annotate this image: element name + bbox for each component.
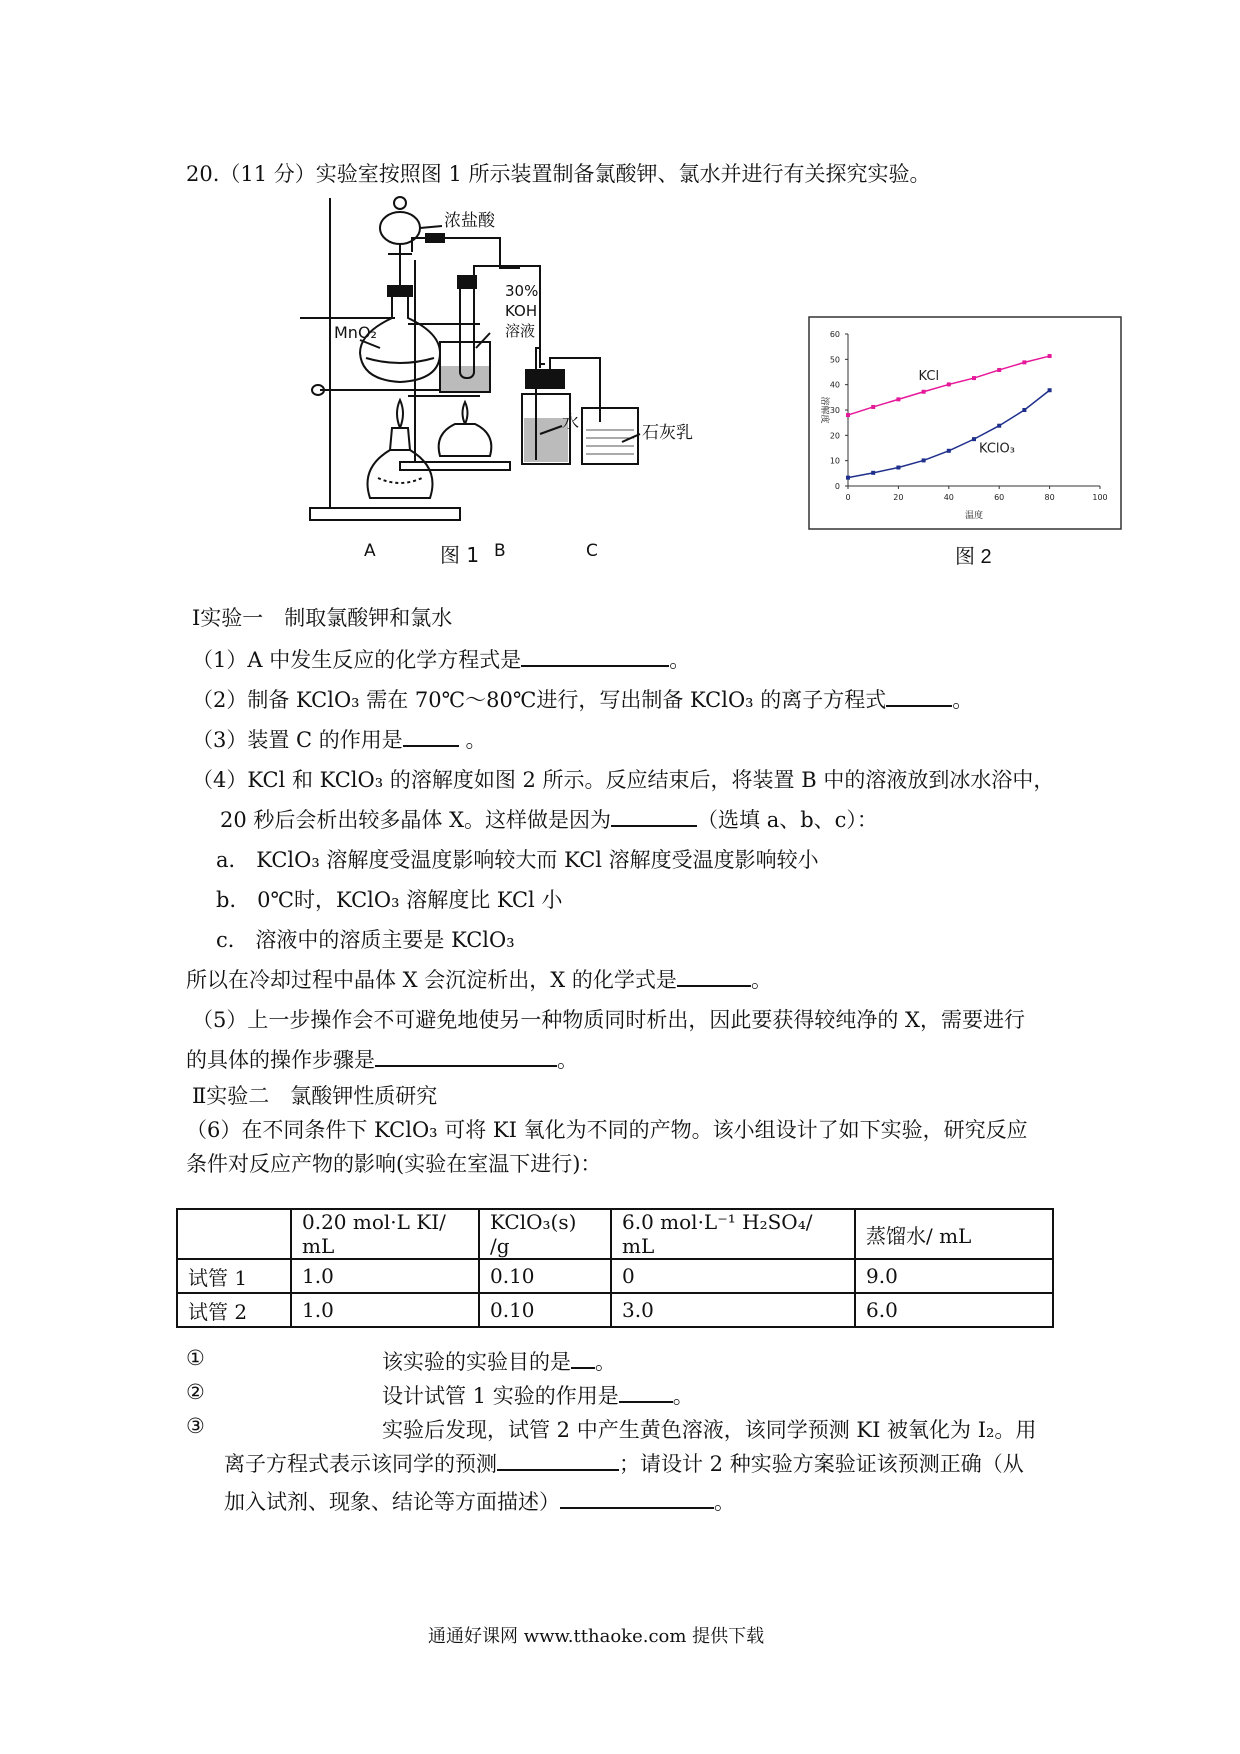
experiment-table [176,1208,1054,1328]
data-point [997,368,1001,372]
label-acid: 浓盐酸 [444,211,495,231]
data-point [846,413,850,417]
separatory-funnel [380,212,420,244]
x-tick-label: 80 [1044,493,1055,502]
alcohol-lamp-b [439,424,492,456]
data-point [896,397,900,401]
label-b: B [494,541,506,561]
data-point [922,390,926,394]
table-cell: 1.0 [291,1259,479,1293]
data-point [972,437,976,441]
table-cell: 试管 1 [177,1259,291,1293]
table-header-row [177,1209,1053,1259]
label-lime: 石灰乳 [642,423,693,443]
table-cell: 1.0 [291,1293,479,1327]
q4-line2: 20 秒后会析出较多晶体 X。这样做是因为 （选填 a、b、c）： [220,804,878,834]
subq3-line1: 实验后发现，试管 2 中产生黄色溶液，该同学预测 KI 被氧化为 I₂。用 [382,1418,1037,1442]
q4-line1: （4）KCl 和 KClO₃ 的溶解度如图 2 所示。反应结束后，将装置 B 中的溶液放到冰水浴中， [192,768,1055,792]
subq2-marker: ② [186,1380,205,1404]
subq1: 该实验的实验目的是 。 [382,1346,616,1376]
q2: （2）制备 KClO₃ 需在 70℃～80℃进行，写出制备 KClO₃ 的离子方程式 。 [192,684,973,714]
q5-line1: （5）上一步操作会不可避免地使另一种物质同时析出，因此要获得较纯净的 X，需要进行 [192,1008,1025,1032]
y-axis-label: 溶解度 [819,396,829,424]
table-header-cell [177,1209,291,1259]
stand-base-a [310,508,460,520]
table-header-cell: 0.20 mol·L KI/ mL [291,1209,479,1259]
q3: （3）装置 C 的作用是 。 [192,724,486,754]
label-a: A [364,541,376,561]
y-tick-label: 50 [829,355,840,365]
figure1-caption: 图 1 [440,543,480,567]
table-row [177,1293,1053,1327]
table-header-cell: 蒸馏水/ mL [855,1209,1053,1259]
label-c: C [586,541,598,561]
question-header: 20.（11 分）实验室按照图 1 所示装置制备氯酸钾、氯水并进行有关探究实验。 [186,162,931,186]
y-tick-label: 30 [829,406,840,415]
table-cell: 试管 2 [177,1293,291,1327]
q5-line2: 的具体的操作步骤是 。 [186,1044,578,1074]
q4-line3: 所以在冷却过程中晶体 X 会沉淀析出，X 的化学式是 。 [186,964,772,994]
y-tick-label: 0 [834,482,840,491]
table-cell: 0.10 [479,1259,611,1293]
data-point [947,382,951,386]
subq3-line2: 离子方程式表示该同学的预测 ；请设计 2 种实验方案验证该预测正确（从 [224,1448,1024,1478]
y-tick-label: 20 [829,431,840,441]
table-cell: 3.0 [611,1293,855,1327]
table-cell: 6.0 [855,1293,1053,1327]
q6-line1: （6）在不同条件下 KClO₃ 可将 KI 氧化为不同的产物。该小组设计了如下实验，研究反应 [186,1118,1028,1142]
data-point [997,424,1001,428]
data-point [922,458,926,462]
data-point [1048,354,1052,358]
table-cell: 0 [611,1259,855,1293]
label-mno2: MnO₂ [334,323,377,342]
x-tick-label: 60 [994,493,1005,502]
solubility-chart [808,316,1122,530]
y-tick-label: 10 [829,456,840,466]
data-point [896,466,900,470]
label-water: 水 [562,413,579,433]
x-tick-label: 0 [845,493,851,502]
option-b: b． 0℃时，KClO₃ 溶解度比 KCl 小 [216,888,563,912]
apparatus-figure [300,188,800,578]
y-tick-label: 60 [829,330,840,339]
label-koh-3: 溶液 [505,322,536,340]
table-cell: 9.0 [855,1259,1053,1293]
alcohol-lamp-a [368,450,433,498]
option-a: a． KClO₃ 溶解度受温度影响较大而 KCl 溶解度受温度影响较小 [216,848,819,872]
label-koh-1: 30% [505,282,539,300]
subq1-marker: ① [186,1346,205,1370]
option-c: c． 溶液中的溶质主要是 KClO₃ [216,928,515,952]
data-point [1022,360,1026,364]
label-koh-2: KOH [505,302,538,320]
page-footer: 通通好课网 www.tthaoke.com 提供下载 [428,1626,765,1647]
data-point [1022,408,1026,412]
x-tick-label: 100 [1092,493,1108,502]
table-header-cell: KClO₃(s) /g [479,1209,611,1259]
table-cell: 0.10 [479,1293,611,1327]
section2-title: Ⅱ实验二 氯酸钾性质研究 [192,1084,438,1108]
data-point [1048,388,1052,392]
table-header-cell: 6.0 mol·L⁻¹ H₂SO₄/ mL [611,1209,855,1259]
q1: （1）A 中发生反应的化学方程式是 。 [192,644,690,674]
section1-title: Ⅰ实验一 制取氯酸钾和氯水 [192,606,453,630]
data-point [846,476,850,480]
q6-line2: 条件对反应产物的影响(实验在室温下进行)： [186,1152,602,1176]
series-label: KCl [918,368,940,384]
subq3-line3: 加入试剂、现象、结论等方面描述） 。 [224,1486,735,1516]
data-point [947,449,951,453]
x-axis-label: 温度 [964,511,984,521]
table-row [177,1259,1053,1293]
x-tick-label: 40 [943,493,954,502]
subq2: 设计试管 1 实验的作用是 。 [382,1380,694,1410]
subq3-marker: ③ [186,1414,205,1438]
y-tick-label: 40 [829,380,840,390]
figure2-caption: 图 2 [955,546,992,568]
series-label: KClO₃ [979,441,1015,457]
data-point [871,471,875,475]
test-tube-b [460,278,474,378]
x-tick-label: 20 [893,493,904,502]
data-point [871,405,875,409]
data-point [972,376,976,380]
